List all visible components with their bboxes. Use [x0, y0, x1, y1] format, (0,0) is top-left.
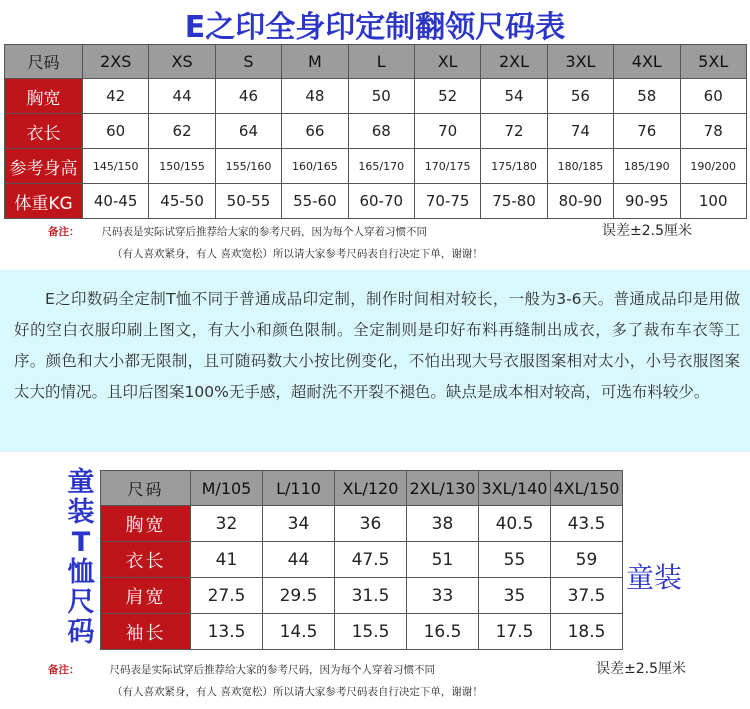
value-cell: 62: [149, 114, 215, 149]
value-cell: 14.5: [263, 614, 335, 650]
value-cell: 17.5: [479, 614, 551, 650]
value-cell: 78: [680, 114, 746, 149]
value-cell: 37.5: [551, 578, 623, 614]
size-header-cell: 3XL: [547, 45, 613, 79]
value-cell: 15.5: [335, 614, 407, 650]
value-cell: 31.5: [335, 578, 407, 614]
value-cell: 51: [407, 542, 479, 578]
size-header-cell: 2XL: [481, 45, 547, 79]
value-cell: 145/150: [83, 149, 149, 184]
note-label: 备注：: [48, 664, 80, 676]
value-cell: 46: [215, 79, 281, 114]
value-cell: 27.5: [191, 578, 263, 614]
size-header-cell: S: [215, 45, 281, 79]
value-cell: 56: [547, 79, 613, 114]
value-cell: 13.5: [191, 614, 263, 650]
size-header-cell: L: [348, 45, 414, 79]
value-cell: 74: [547, 114, 613, 149]
kids-tolerance: 误差±2.5厘米: [596, 661, 686, 677]
header-label-cell: 尺码: [101, 471, 191, 506]
value-cell: 72: [481, 114, 547, 149]
vertical-title-char: 尺: [67, 587, 95, 618]
value-cell: 150/155: [149, 149, 215, 184]
value-cell: 100: [680, 184, 746, 219]
row-label-cell: 胸宽: [5, 79, 83, 114]
note-line-2: （有人喜欢紧身，有人 喜欢宽松）所以请大家参考尺码表自行决定下单，谢谢！: [112, 248, 483, 260]
value-cell: 41: [191, 542, 263, 578]
adult-size-table: [4, 44, 747, 219]
value-cell: 42: [83, 79, 149, 114]
row-label-cell: 衣长: [101, 542, 191, 578]
size-header-cell: XS: [149, 45, 215, 79]
header-label-cell: 尺码: [5, 45, 83, 79]
adult-size-note: [48, 224, 483, 260]
header-row: [5, 45, 747, 79]
value-cell: 50-55: [215, 184, 281, 219]
kids-size-note: [48, 662, 483, 698]
table-row: [101, 578, 623, 614]
table-row: [5, 184, 747, 219]
value-cell: 16.5: [407, 614, 479, 650]
value-cell: 43.5: [551, 506, 623, 542]
size-header-cell: 3XL/140: [479, 471, 551, 506]
value-cell: 44: [263, 542, 335, 578]
kids-side-label: 童装: [626, 561, 683, 594]
size-header-cell: XL: [414, 45, 480, 79]
size-header-cell: M: [282, 45, 348, 79]
value-cell: 60: [680, 79, 746, 114]
table-row: [5, 114, 747, 149]
size-header-cell: 2XS: [83, 45, 149, 79]
value-cell: 40.5: [479, 506, 551, 542]
value-cell: 175/180: [481, 149, 547, 184]
size-header-cell: 5XL: [680, 45, 746, 79]
value-cell: 48: [282, 79, 348, 114]
row-label-cell: 体重KG: [5, 184, 83, 219]
value-cell: 47.5: [335, 542, 407, 578]
row-label-cell: 衣长: [5, 114, 83, 149]
value-cell: 70: [414, 114, 480, 149]
value-cell: 76: [614, 114, 680, 149]
table-row: [5, 149, 747, 184]
table-row: [101, 542, 623, 578]
value-cell: 32: [191, 506, 263, 542]
value-cell: 165/170: [348, 149, 414, 184]
value-cell: 50: [348, 79, 414, 114]
value-cell: 55: [479, 542, 551, 578]
size-header-cell: 4XL: [614, 45, 680, 79]
page-title: E之印全身印定制翻领尺码表: [184, 10, 566, 45]
value-cell: 55-60: [282, 184, 348, 219]
value-cell: 44: [149, 79, 215, 114]
value-cell: 40-45: [83, 184, 149, 219]
value-cell: 70-75: [414, 184, 480, 219]
value-cell: 59: [551, 542, 623, 578]
value-cell: 34: [263, 506, 335, 542]
value-cell: 155/160: [215, 149, 281, 184]
value-cell: 29.5: [263, 578, 335, 614]
table-row: [5, 79, 747, 114]
header-row: [101, 471, 623, 506]
description-panel: [0, 270, 750, 452]
note-line-2: （有人喜欢紧身，有人 喜欢宽松）所以请大家参考尺码表自行决定下单，谢谢！: [112, 686, 483, 698]
vertical-title-char: 恤: [67, 557, 95, 588]
value-cell: 38: [407, 506, 479, 542]
note-line-1: 尺码表是实际试穿后推荐给大家的参考尺码，因为每个人穿着习惯不同: [109, 664, 435, 676]
value-cell: 185/190: [614, 149, 680, 184]
description-text: E之印数码全定制T恤不同于普通成品印定制，制作时间相对较长，一般为3-6天。普通成品印是用做好的空白衣服印刷上图文，有大小和颜色限制。全定制则是印好布料再缝制出成衣，多了裁布车衣等工序。颜色和大小都无限制，且可随码数大小按比例变化，不怕出现大号衣服图案相对太小，小号衣服图案太大的情况。且印后图案100%无手感，超耐洗不开裂不褪色。缺点是成本相对较高，可选布料较少。: [14, 290, 740, 401]
value-cell: 36: [335, 506, 407, 542]
row-label-cell: 袖长: [101, 614, 191, 650]
value-cell: 180/185: [547, 149, 613, 184]
value-cell: 190/200: [680, 149, 746, 184]
table-row: [101, 614, 623, 650]
vertical-title-char: T: [71, 527, 91, 558]
size-header-cell: 4XL/150: [551, 471, 623, 506]
value-cell: 58: [614, 79, 680, 114]
value-cell: 45-50: [149, 184, 215, 219]
kids-size-table: [100, 470, 623, 650]
value-cell: 66: [282, 114, 348, 149]
vertical-title-char: 童: [67, 467, 95, 498]
kids-vertical-title: [62, 468, 100, 648]
value-cell: 33: [407, 578, 479, 614]
value-cell: 18.5: [551, 614, 623, 650]
vertical-title-char: 装: [67, 497, 95, 528]
value-cell: 80-90: [547, 184, 613, 219]
value-cell: 68: [348, 114, 414, 149]
value-cell: 54: [481, 79, 547, 114]
value-cell: 64: [215, 114, 281, 149]
row-label-cell: 胸宽: [101, 506, 191, 542]
size-header-cell: M/105: [191, 471, 263, 506]
value-cell: 35: [479, 578, 551, 614]
value-cell: 90-95: [614, 184, 680, 219]
row-label-cell: 参考身高: [5, 149, 83, 184]
note-line-1: 尺码表是实际试穿后推荐给大家的参考尺码，因为每个人穿着习惯不同: [101, 226, 427, 238]
vertical-title-char: 码: [67, 617, 95, 648]
value-cell: 52: [414, 79, 480, 114]
note-label: 备注：: [48, 226, 80, 238]
table-row: [101, 506, 623, 542]
adult-tolerance: 误差±2.5厘米: [602, 223, 692, 239]
size-header-cell: L/110: [263, 471, 335, 506]
size-header-cell: 2XL/130: [407, 471, 479, 506]
value-cell: 60: [83, 114, 149, 149]
value-cell: 160/165: [282, 149, 348, 184]
value-cell: 60-70: [348, 184, 414, 219]
value-cell: 75-80: [481, 184, 547, 219]
row-label-cell: 肩宽: [101, 578, 191, 614]
size-header-cell: XL/120: [335, 471, 407, 506]
value-cell: 170/175: [414, 149, 480, 184]
